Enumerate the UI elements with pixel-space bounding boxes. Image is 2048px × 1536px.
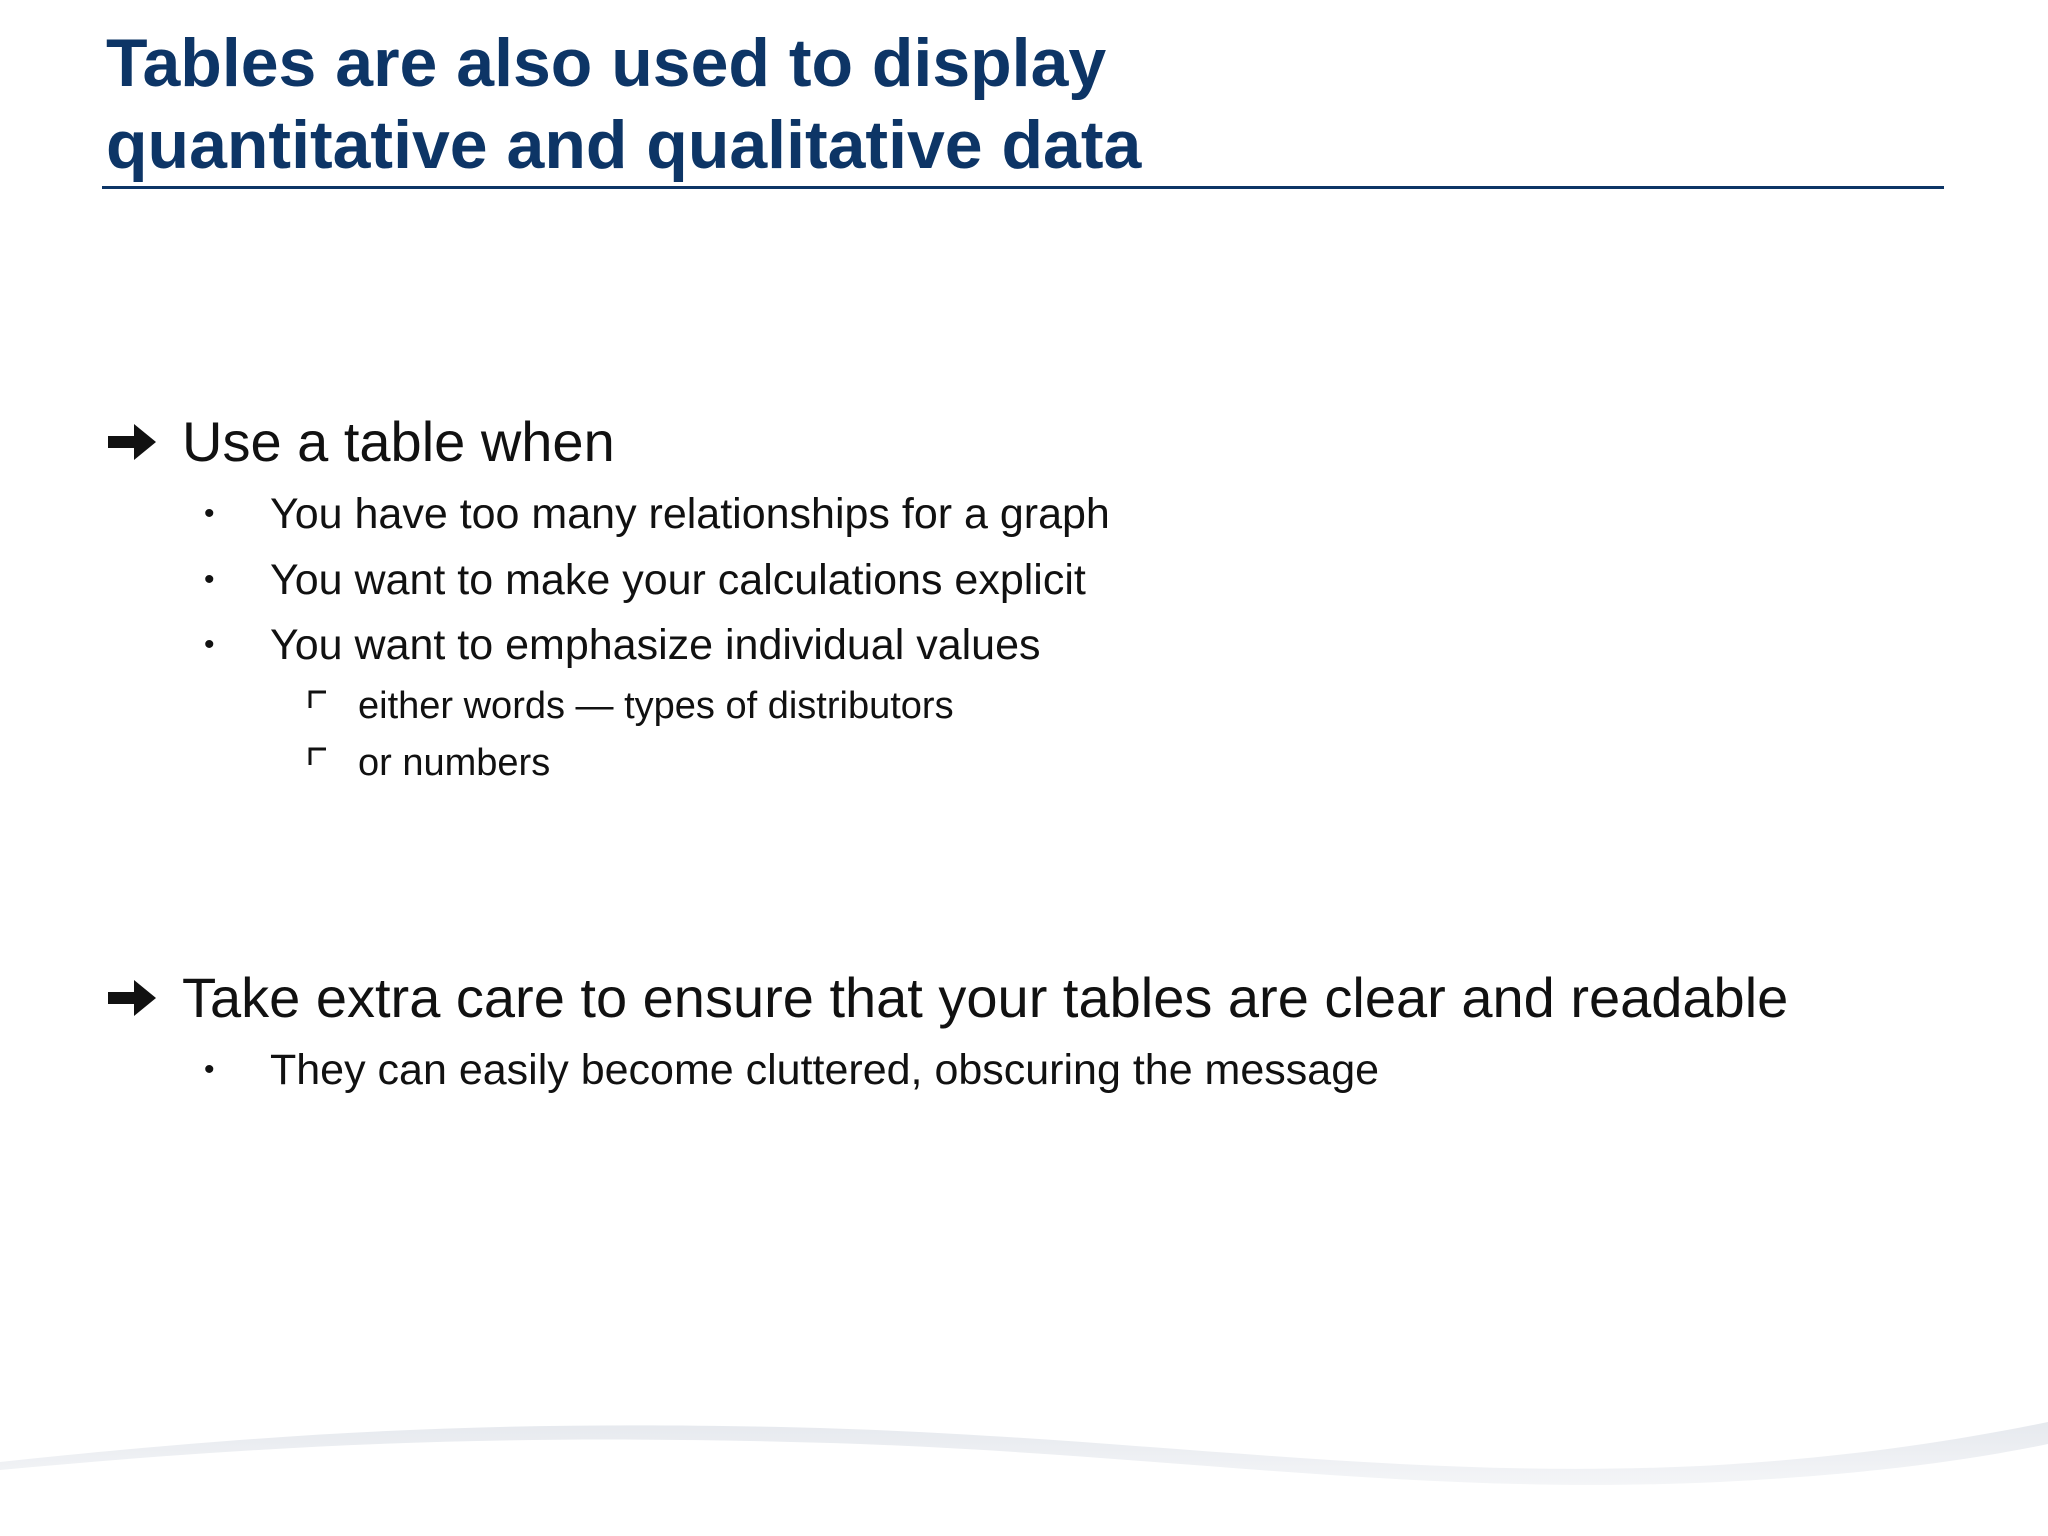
bullet-item bbox=[204, 488, 1110, 540]
corner-bracket-icon bbox=[308, 690, 328, 710]
bullet-label: You want to make your calculations explicit bbox=[270, 556, 1086, 604]
main-point-label: Take extra care to ensure that your tables are clear and readable bbox=[182, 966, 1789, 1029]
sub-bullet-item bbox=[308, 740, 550, 786]
sub-bullet-item bbox=[308, 683, 954, 729]
sub-bullet-label: or numbers bbox=[358, 742, 551, 784]
bullet-dot: • bbox=[204, 1053, 215, 1086]
title-underline bbox=[102, 186, 1944, 189]
bullet-item bbox=[204, 554, 1086, 606]
bullet-dot: • bbox=[204, 497, 215, 530]
sub-bullet-label: either words — types of distributors bbox=[358, 685, 954, 727]
main-point-extra-care bbox=[104, 966, 1788, 1030]
bullet-item bbox=[204, 619, 1041, 671]
bullet-item bbox=[204, 1044, 1379, 1096]
right-arrow-icon bbox=[104, 414, 160, 470]
main-point-use-table bbox=[104, 410, 615, 474]
slide-title-line-1: Tables are also used to display bbox=[106, 25, 1107, 101]
corner-bracket-icon bbox=[308, 747, 328, 767]
bullet-label: You want to emphasize individual values bbox=[270, 621, 1041, 669]
bullet-dot: • bbox=[204, 563, 215, 596]
main-point-label: Use a table when bbox=[182, 410, 615, 473]
slide-title bbox=[106, 22, 1906, 186]
bullet-label: They can easily become cluttered, obscuring the message bbox=[270, 1046, 1380, 1094]
bullet-dot: • bbox=[204, 628, 215, 661]
slide-title-line-2: quantitative and qualitative data bbox=[106, 107, 1142, 183]
right-arrow-icon bbox=[104, 970, 160, 1026]
bullet-label: You have too many relationships for a graph bbox=[270, 490, 1110, 538]
bottom-wave-decoration bbox=[0, 1400, 2048, 1536]
